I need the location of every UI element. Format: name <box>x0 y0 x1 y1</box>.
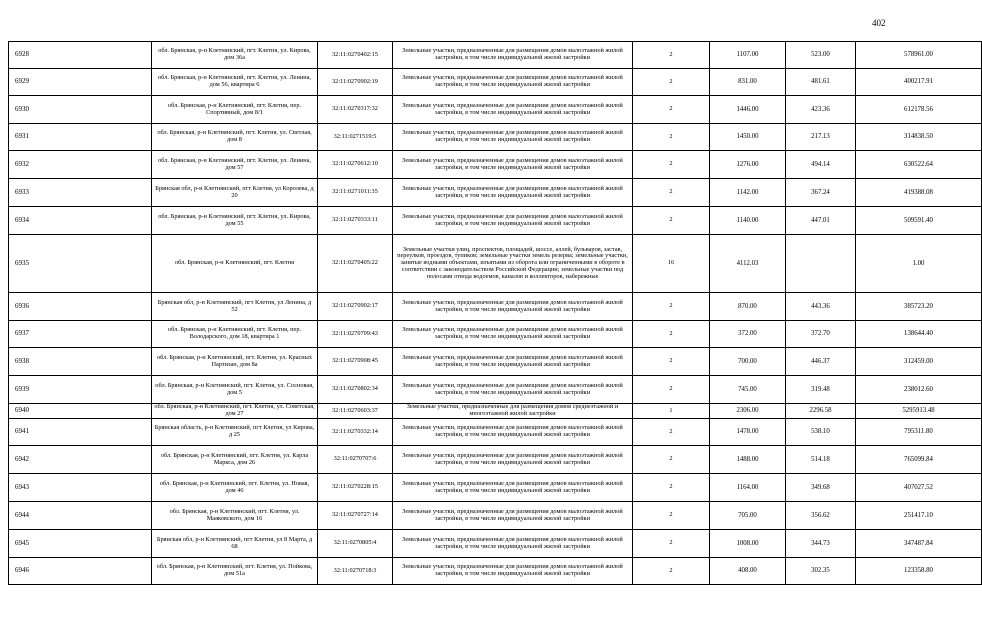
cell-cadastral-value: 347487.84 <box>856 530 982 558</box>
cell-specific-cadastral-value: 443.36 <box>786 293 856 321</box>
table-row <box>9 321 982 348</box>
cell-address: обл. Брянская, р-н Клетнянский, пгт. Клетня, ул. Новая, дом 46 <box>152 474 318 502</box>
cell-land-use-type: Земельные участки, предназначенные для размещения домов малоэтажной жилой застройки, в том числе индивидуальной жилой застройки <box>393 530 633 558</box>
cell-cadastral-number: 32:11:0270333:11 <box>318 207 393 235</box>
cell-land-use-type: Земельные участки, предназначенные для размещения домов малоэтажной жилой застройки, в том числе индивидуальной жилой застройки <box>393 69 633 96</box>
cell-row-number: 6929 <box>9 69 152 96</box>
cell-row-number: 6935 <box>9 235 152 293</box>
cell-address: обл. Брянская, р-н Клетнянский, пгт. Клетня, ул. Маяковского, дом 16 <box>152 502 318 530</box>
cell-area: 1446.00 <box>710 96 786 124</box>
cell-specific-cadastral-value: 344.73 <box>786 530 856 558</box>
cell-address: Брянская обл, р-н Клетнянский, пгт Клетня, ул Ленина, д 52 <box>152 293 318 321</box>
cell-address: обл. Брянская, р-н Клетнянский, пгт. Клетня, пер. Володарского, дом 18, квартира 1 <box>152 321 318 348</box>
cell-specific-cadastral-value: 523.00 <box>786 42 856 69</box>
cell-row-number: 6939 <box>9 376 152 404</box>
cell-cadastral-value: 612178.56 <box>856 96 982 124</box>
cell-area: 1450.00 <box>710 124 786 151</box>
cell-group-number: 2 <box>633 42 710 69</box>
cell-cadastral-number: 32:11:0270332:14 <box>318 419 393 446</box>
cell-cadastral-number: 32:11:0270228:15 <box>318 474 393 502</box>
cell-area: 1478.00 <box>710 419 786 446</box>
cell-cadastral-value: 5295913.48 <box>856 404 982 419</box>
cell-cadastral-number: 32:11:0271011:35 <box>318 179 393 207</box>
cell-cadastral-number: 32:11:0270908:45 <box>318 348 393 376</box>
cell-address: обл. Брянская, р-н Клетнянский, пгт. Клетня, ул. Кирова, дом 36а <box>152 42 318 69</box>
cell-row-number: 6943 <box>9 474 152 502</box>
cell-address: обл. Брянская, р-н Клетнянский, пгт. Клетня, ул. Ленина, дом 57 <box>152 151 318 179</box>
table-row <box>9 376 982 404</box>
cell-group-number: 2 <box>633 502 710 530</box>
cell-land-use-type: Земельные участки, предназначенные для размещения домов малоэтажной жилой застройки, в том числе индивидуальной жилой застройки <box>393 376 633 404</box>
cell-row-number: 6941 <box>9 419 152 446</box>
table-row <box>9 235 982 293</box>
cell-specific-cadastral-value: 481.61 <box>786 69 856 96</box>
cell-row-number: 6932 <box>9 151 152 179</box>
cell-specific-cadastral-value: 423.36 <box>786 96 856 124</box>
cell-row-number: 6933 <box>9 179 152 207</box>
cell-land-use-type: Земельные участки, предназначенные для размещения домов малоэтажной жилой застройки, в том числе индивидуальной жилой застройки <box>393 293 633 321</box>
cell-group-number: 2 <box>633 321 710 348</box>
cell-address: обл. Брянская, р-н Клетнянский, пгт. Клетня, ул. Карла Маркса, дом 26 <box>152 446 318 474</box>
cell-address: Брянская обл, р-н Клетнянский, пгт Клетня, ул Королева, д 20 <box>152 179 318 207</box>
cell-group-number: 2 <box>633 96 710 124</box>
cell-group-number: 2 <box>633 530 710 558</box>
cell-row-number: 6928 <box>9 42 152 69</box>
cell-area: 1276.00 <box>710 151 786 179</box>
cell-cadastral-value: 407027.52 <box>856 474 982 502</box>
cell-cadastral-number: 32:11:0270603:37 <box>318 404 393 419</box>
table-row <box>9 124 982 151</box>
cell-cadastral-value: 630522.64 <box>856 151 982 179</box>
cell-area: 1164.00 <box>710 474 786 502</box>
table-row <box>9 96 982 124</box>
cell-group-number: 2 <box>633 558 710 585</box>
cell-group-number: 2 <box>633 151 710 179</box>
cell-specific-cadastral-value: 367.24 <box>786 179 856 207</box>
cell-area: 1142.00 <box>710 179 786 207</box>
cell-specific-cadastral-value: 447.01 <box>786 207 856 235</box>
table-row <box>9 207 982 235</box>
cell-cadastral-number: 32:11:0270805:4 <box>318 530 393 558</box>
cell-area: 831.00 <box>710 69 786 96</box>
cell-address: обл. Брянская, р-н Клетнянский, пгт. Клетня, ул. Светлая, дом 8 <box>152 124 318 151</box>
cell-area: 705.00 <box>710 502 786 530</box>
table-row <box>9 419 982 446</box>
cell-land-use-type: Земельные участки, предназначенные для размещения домов малоэтажной жилой застройки, в том числе индивидуальной жилой застройки <box>393 446 633 474</box>
cell-land-use-type: Земельные участки, предназначенные для размещения домов малоэтажной жилой застройки, в том числе индивидуальной жилой застройки <box>393 207 633 235</box>
cell-land-use-type: Земельные участки, предназначенные для размещения домов малоэтажной жилой застройки, в том числе индивидуальной жилой застройки <box>393 179 633 207</box>
cell-address: обл. Брянская, р-н Клетнянский, пгт. Клетня, ул. Ленина, дом 56, квартира 6 <box>152 69 318 96</box>
cell-specific-cadastral-value: 356.62 <box>786 502 856 530</box>
cell-cadastral-value: 123358.80 <box>856 558 982 585</box>
cell-area: 700.00 <box>710 348 786 376</box>
cell-row-number: 6934 <box>9 207 152 235</box>
cell-cadastral-number: 32:11:0270902:17 <box>318 293 393 321</box>
cell-specific-cadastral-value: 349.68 <box>786 474 856 502</box>
cell-land-use-type: Земельные участки, предназначенные для размещения домов малоэтажной жилой застройки, в том числе индивидуальной жилой застройки <box>393 474 633 502</box>
cell-cadastral-number: 32:11:0270802:34 <box>318 376 393 404</box>
cell-specific-cadastral-value: 217.13 <box>786 124 856 151</box>
cell-cadastral-number: 32:11:0270402:15 <box>318 42 393 69</box>
cell-cadastral-number: 32:11:0270405:22 <box>318 235 393 293</box>
cell-area: 1140.00 <box>710 207 786 235</box>
cell-cadastral-value: 385723.20 <box>856 293 982 321</box>
cell-cadastral-number: 32:11:0271519:5 <box>318 124 393 151</box>
cell-group-number: 2 <box>633 69 710 96</box>
cell-group-number: 16 <box>633 235 710 293</box>
cell-specific-cadastral-value: 494.14 <box>786 151 856 179</box>
cell-cadastral-value: 251417.10 <box>856 502 982 530</box>
cell-land-use-type: Земельные участки, предназначенные для размещения домов малоэтажной жилой застройки, в том числе индивидуальной жилой застройки <box>393 348 633 376</box>
cell-row-number: 6945 <box>9 530 152 558</box>
cell-cadastral-value: 238012.60 <box>856 376 982 404</box>
cell-group-number: 2 <box>633 446 710 474</box>
table-row <box>9 530 982 558</box>
cell-specific-cadastral-value <box>786 235 856 293</box>
cell-cadastral-value: 314838.50 <box>856 124 982 151</box>
cell-row-number: 6942 <box>9 446 152 474</box>
table-body <box>9 42 982 585</box>
cell-area: 2306.00 <box>710 404 786 419</box>
cell-area: 372.00 <box>710 321 786 348</box>
cell-group-number: 2 <box>633 124 710 151</box>
cell-specific-cadastral-value: 372.70 <box>786 321 856 348</box>
cell-cadastral-value: 312459.00 <box>856 348 982 376</box>
cell-address: обл. Брянская, р-н Клетнянский, пгт. Клетня, пер. Спортивный, дом 8/1 <box>152 96 318 124</box>
table-row <box>9 42 982 69</box>
cell-row-number: 6946 <box>9 558 152 585</box>
cell-row-number: 6944 <box>9 502 152 530</box>
cell-group-number: 1 <box>633 404 710 419</box>
table-row <box>9 558 982 585</box>
cell-area: 4112.03 <box>710 235 786 293</box>
cell-land-use-type: Земельные участки, предназначенные для размещения домов малоэтажной жилой застройки, в том числе индивидуальной жилой застройки <box>393 321 633 348</box>
cell-address: обл. Брянская, р-н Клетнянский, пгт. Клетня, ул. Красных Партизан, дом 8а <box>152 348 318 376</box>
cell-address: Брянская область, р-н Клетнянский, пгт Клетня, ул Кирова, д 25 <box>152 419 318 446</box>
cell-address: обл. Брянская, р-н Клетнянский, пгт. Клетня, ул. Кирова, дом 55 <box>152 207 318 235</box>
cell-group-number: 2 <box>633 207 710 235</box>
cell-address: обл. Брянская, р-н Клетнянский, пгт. Клетня, ул. Советская, дом 27 <box>152 404 318 419</box>
cell-address: обл. Брянская, р-н Клетнянский, пгт. Клетня, ул. Сосновая, дом 5 <box>152 376 318 404</box>
cell-land-use-type: Земельные участки, предназначенные для размещения домов малоэтажной жилой застройки, в том числе индивидуальной жилой застройки <box>393 419 633 446</box>
cell-area: 1488.00 <box>710 446 786 474</box>
cell-cadastral-number: 32:11:0270718:3 <box>318 558 393 585</box>
cell-row-number: 6940 <box>9 404 152 419</box>
table-row <box>9 474 982 502</box>
cell-row-number: 6930 <box>9 96 152 124</box>
cell-row-number: 6936 <box>9 293 152 321</box>
cell-area: 1107.00 <box>710 42 786 69</box>
cell-group-number: 2 <box>633 348 710 376</box>
cell-specific-cadastral-value: 2296.58 <box>786 404 856 419</box>
cell-group-number: 2 <box>633 419 710 446</box>
table-row <box>9 404 982 419</box>
cell-cadastral-value: 578961.00 <box>856 42 982 69</box>
cell-land-use-type: Земельные участки, предназначенные для размещения домов среднеэтажной и многоэтажной жилой застройки <box>393 404 633 419</box>
cell-area: 745.00 <box>710 376 786 404</box>
cell-row-number: 6937 <box>9 321 152 348</box>
cell-specific-cadastral-value: 319.48 <box>786 376 856 404</box>
cell-row-number: 6931 <box>9 124 152 151</box>
cell-area: 408.00 <box>710 558 786 585</box>
cell-land-use-type: Земельные участки улиц, проспектов, площадей, шоссе, аллей, бульваров, застав, переулков, проездов, тупиков; земельные участки земель резерва; земельные участки, занятые водными объектами, изъятыми из оборота или ограниченными в обороте в соответствии с законодательством Российской Федерации; земельные участки под полосами отвода водоемов, каналов и коллекторов, набережные <box>393 235 633 293</box>
page-number: 402 <box>872 18 886 28</box>
cell-address: Брянская обл, р-н Клетнянский, пгт Клетня, ул 8 Марта, д 68 <box>152 530 318 558</box>
cell-group-number: 2 <box>633 474 710 502</box>
table-row <box>9 69 982 96</box>
cell-group-number: 2 <box>633 293 710 321</box>
cell-cadastral-value: 795311.80 <box>856 419 982 446</box>
cell-cadastral-number: 32:11:0270707:6 <box>318 446 393 474</box>
cell-address: обл. Брянская, р-н Клетнянский, пгт. Клетня, ул. Пойкова, дом 51а <box>152 558 318 585</box>
cell-address: обл. Брянская, р-н Клетнянский, пгт. Клетня <box>152 235 318 293</box>
cell-cadastral-number: 32:11:0270612:10 <box>318 151 393 179</box>
cell-cadastral-number: 32:11:0270317:32 <box>318 96 393 124</box>
cell-specific-cadastral-value: 446.37 <box>786 348 856 376</box>
cell-cadastral-number: 32:11:0270709:43 <box>318 321 393 348</box>
cell-cadastral-number: 32:11:0270727:14 <box>318 502 393 530</box>
cell-land-use-type: Земельные участки, предназначенные для размещения домов малоэтажной жилой застройки, в том числе индивидуальной жилой застройки <box>393 42 633 69</box>
cell-row-number: 6938 <box>9 348 152 376</box>
cell-specific-cadastral-value: 538.10 <box>786 419 856 446</box>
table-row <box>9 446 982 474</box>
table-row <box>9 502 982 530</box>
cell-land-use-type: Земельные участки, предназначенные для размещения домов малоэтажной жилой застройки, в том числе индивидуальной жилой застройки <box>393 151 633 179</box>
cell-cadastral-value: 400217.91 <box>856 69 982 96</box>
cell-cadastral-value: 765099.84 <box>856 446 982 474</box>
table-row <box>9 151 982 179</box>
cell-cadastral-value: 138644.40 <box>856 321 982 348</box>
cell-cadastral-number: 32:11:0270902:19 <box>318 69 393 96</box>
cell-cadastral-value: 509591.40 <box>856 207 982 235</box>
cell-cadastral-value: 1.00 <box>856 235 982 293</box>
cadastral-value-table <box>8 41 982 585</box>
cell-specific-cadastral-value: 302.35 <box>786 558 856 585</box>
cell-group-number: 2 <box>633 179 710 207</box>
cell-land-use-type: Земельные участки, предназначенные для размещения домов малоэтажной жилой застройки, в том числе индивидуальной жилой застройки <box>393 558 633 585</box>
table-row <box>9 179 982 207</box>
cell-group-number: 2 <box>633 376 710 404</box>
cell-area: 870.00 <box>710 293 786 321</box>
cell-specific-cadastral-value: 514.18 <box>786 446 856 474</box>
cell-land-use-type: Земельные участки, предназначенные для размещения домов малоэтажной жилой застройки, в том числе индивидуальной жилой застройки <box>393 502 633 530</box>
cell-area: 1008.00 <box>710 530 786 558</box>
cell-land-use-type: Земельные участки, предназначенные для размещения домов малоэтажной жилой застройки, в том числе индивидуальной жилой застройки <box>393 96 633 124</box>
cell-cadastral-value: 419388.08 <box>856 179 982 207</box>
cell-land-use-type: Земельные участки, предназначенные для размещения домов малоэтажной жилой застройки, в том числе индивидуальной жилой застройки <box>393 124 633 151</box>
table-row <box>9 348 982 376</box>
table-row <box>9 293 982 321</box>
